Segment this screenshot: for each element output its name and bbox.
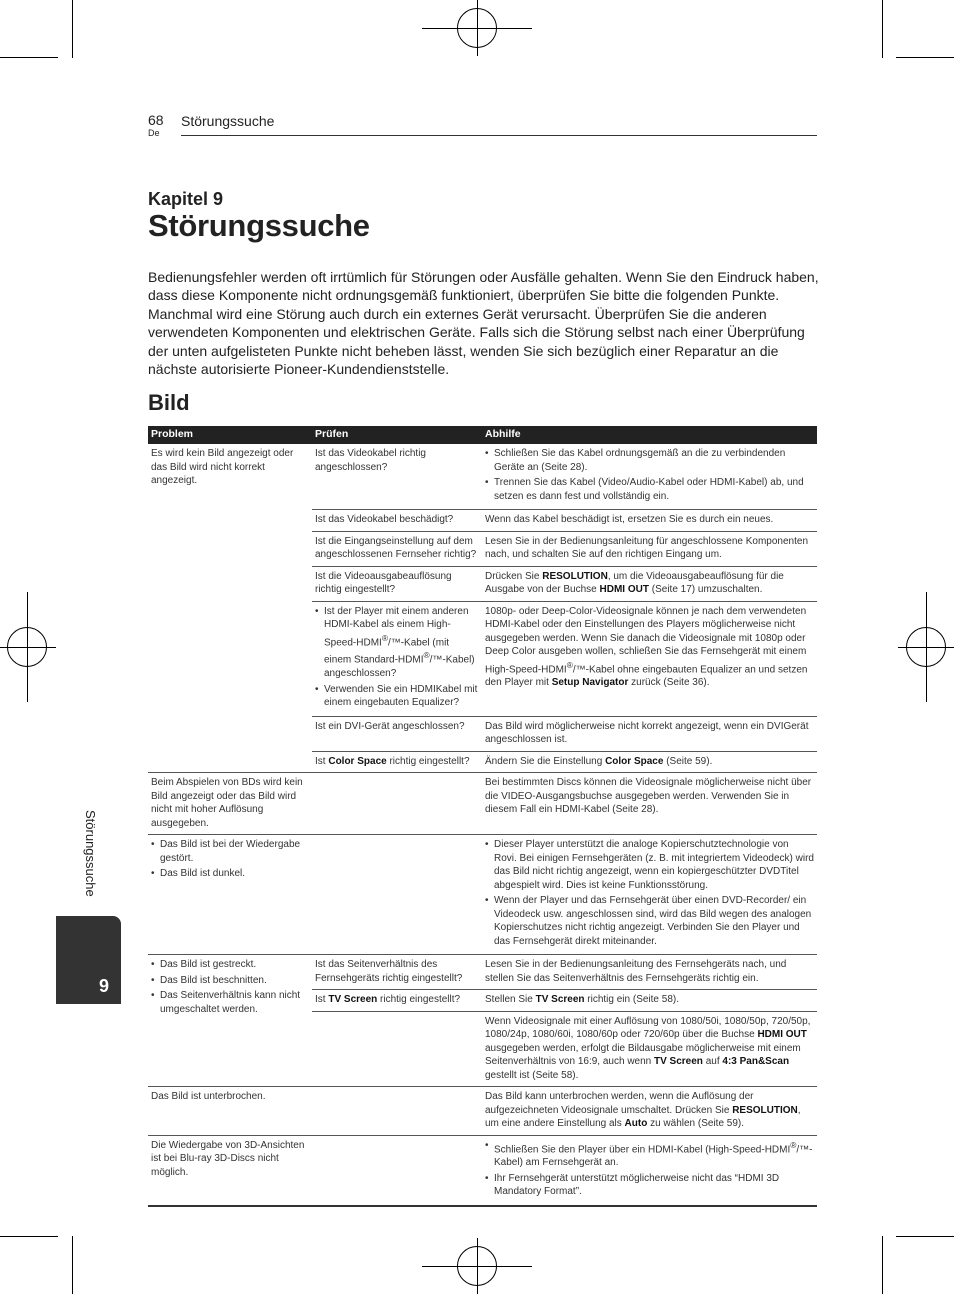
- troubleshooting-table: [148, 426, 817, 1207]
- list-item: • Ihr Fernsehgerät unterstützt möglicherweise nicht das “HDMI 3D Mandatory Format”.: [485, 1172, 814, 1199]
- setting-label: 4:3 Pan&Scan: [722, 1056, 790, 1068]
- check-cell: Ist das Seitenverhältnis des Fernsehgeräts richtig eingestellt?: [312, 955, 482, 990]
- remedy-cell: Lesen Sie in der Bedienungsanleitung des Fernsehgeräts nach, und stellen Sie das Seitenverhältnis des Fernsehgeräts richtig ein.: [482, 955, 817, 990]
- remedy-cell: 1080p- oder Deep-Color-Videosignale können je nach dem verwendeten HDMI-Kabel oder den Einstellungen des Players möglicherweise nicht ausgegeben werden. Wenn Sie danach die Videosignale mit 1080p oder Deep Color ausgeben wollen, schließen Sie das Fernsehgerät mit einem High-Speed-HDMI®/™-Kabel ohne eingebauten Equalizer an und setzen den Player mit Setup Navigator zurück (Seite 36).: [482, 601, 817, 716]
- setting-label: TV Screen: [535, 994, 585, 1006]
- remedy-cell: Bei bestimmten Discs können die Videosignale möglicherweise nicht über die VIDEO-Ausgangsbuchse ausgegeben werden. Verwenden Sie in diesem Fall ein HDMI-Kabel (Seite 28).: [482, 773, 817, 835]
- crop-mark: [896, 1236, 954, 1237]
- check-cell: Ist TV Screen richtig eingestellt?: [312, 990, 482, 1012]
- list-item: • Trennen Sie das Kabel (Video/Audio-Kabel oder HDMI-Kabel) ab, und setzen es dann fest und vollständig ein.: [485, 476, 814, 503]
- crop-mark: [72, 0, 73, 58]
- check-cell: Ist ein DVI-Gerät angeschlossen?: [312, 716, 482, 751]
- chapter-tab-number: 9: [98, 976, 109, 996]
- setting-label: TV Screen: [328, 994, 378, 1006]
- crop-mark: [0, 57, 58, 58]
- table-row: [148, 955, 817, 990]
- crop-mark: [0, 1236, 58, 1237]
- remedy-cell: Das Bild kann unterbrochen werden, wenn die Auflösung der aufgezeichneten Videosignale umschaltet. Drücken Sie RESOLUTION, um eine andere Einstellung als Auto zu wählen (Seite 59).: [482, 1087, 817, 1136]
- remedy-cell: [482, 1135, 817, 1206]
- check-cell: Ist das Videokabel beschädigt?: [312, 510, 482, 532]
- chapter-label: Kapitel 9: [148, 189, 224, 209]
- check-cell: Ist die Videoausgabeauflösung richtig eingestellt?: [312, 566, 482, 601]
- table-row: [148, 835, 817, 955]
- list-item: • Verwenden Sie ein HDMIKabel mit einem eingebauten Equalizer?: [315, 683, 479, 710]
- key-label: RESOLUTION: [732, 1104, 798, 1116]
- side-section-label: Störungssuche: [83, 810, 98, 897]
- list-item: • Das Bild ist gestreckt.: [151, 958, 309, 972]
- setting-label: TV Screen: [654, 1056, 703, 1068]
- key-label: HDMI OUT: [599, 584, 649, 595]
- check-cell: Ist Color Space richtig eingestellt?: [312, 751, 482, 773]
- table-row: [148, 1087, 817, 1136]
- setting-label: Auto: [624, 1118, 648, 1130]
- list-item: • Das Bild ist dunkel.: [151, 867, 309, 881]
- list-item: • Das Bild ist bei der Wiedergabe gestört.: [151, 838, 309, 865]
- remedy-cell: [482, 444, 817, 510]
- check-cell: Ist die Eingangseinstellung auf dem angeschlossenen Fernseher richtig?: [312, 531, 482, 566]
- problem-cell: Beim Abspielen von BDs wird kein Bild angezeigt oder das Bild wird nicht mit hoher Auflösung ausgegeben.: [148, 773, 312, 835]
- chapter-tab: [56, 916, 121, 1004]
- table-header-row: [148, 426, 817, 444]
- list-item: • Das Seitenverhältnis kann nicht umgeschaltet werden.: [151, 989, 309, 1016]
- column-header-problem: Problem: [148, 426, 312, 444]
- header-rule: [181, 135, 817, 136]
- section-title: Bild: [148, 390, 190, 415]
- check-cell: Ist das Videokabel richtig angeschlossen?: [315, 448, 426, 473]
- key-label: HDMI OUT: [757, 1029, 807, 1041]
- crop-mark: [882, 0, 883, 58]
- intro-paragraph: Bedienungsfehler werden oft irrtümlich für Störungen oder Ausfälle gehalten. Wenn Sie den Eindruck haben, dass diese Komponente nicht ordnungsgemäß funktioniert, überprüfen Sie bitte die folgenden Punkte. Manchmal wird eine Störung auch durch ein externes Gerät verursacht. Überprüfen Sie die anderen verwendeten Komponenten und elektrischen Geräte. Falls sich die Störung selbst nach einer Überprüfung der unten aufgelisteten Punkte nicht beheben lässt, wenden Sie sich bezüglich einer Reparatur an die nächste autorisierte Pioneer-Kundendienststelle.: [148, 269, 819, 378]
- problem-cell: Die Wiedergabe von 3D-Ansichten ist bei Blu-ray 3D-Discs nicht möglich.: [148, 1135, 312, 1206]
- list-item: • Wenn der Player und das Fernsehgerät über einen DVD-Recorder/ ein Videodeck usw. angeschlossen sind, wird das Bild wegen des analogen Kopierschutzes nicht richtig angezeigt. Verbinden Sie den Player und das Fernsehgerät direkt miteinander.: [485, 894, 814, 948]
- list-item: • Das Bild ist beschnitten.: [151, 974, 309, 988]
- page-title: Störungssuche: [148, 208, 370, 243]
- list-item: • Schließen Sie das Kabel ordnungsgemäß an die zu verbindenden Geräte an (Seite 28).: [485, 447, 814, 474]
- setting-label: Color Space: [605, 755, 664, 767]
- crop-mark: [896, 57, 954, 58]
- problem-cell: [148, 955, 312, 1087]
- column-header-remedy: Abhilfe: [482, 426, 817, 444]
- remedy-cell: Lesen Sie in der Bedienungsanleitung für angeschlossene Komponenten nach, und schalten Sie auf den richtigen Eingang um.: [482, 531, 817, 566]
- check-cell: [312, 835, 482, 955]
- remedy-cell: Ändern Sie die Einstellung Color Space (Seite 59).: [482, 751, 817, 773]
- key-label: RESOLUTION: [542, 570, 608, 582]
- problem-cell: [148, 835, 312, 955]
- remedy-cell: Drücken Sie RESOLUTION, um die Videoausgabeauflösung für die Ausgabe von der Buchse HDMI OUT (Seite 17) umzuschalten.: [482, 566, 817, 601]
- page-number: 68: [148, 112, 164, 128]
- crop-mark: [72, 1236, 73, 1294]
- check-cell: [312, 1135, 482, 1206]
- check-cell: [312, 1087, 482, 1136]
- check-cell: [312, 1011, 482, 1087]
- problem-cell: Das Bild ist unterbrochen.: [148, 1087, 312, 1136]
- page-language: De: [148, 128, 160, 138]
- setting-label: Color Space: [328, 755, 387, 767]
- column-header-check: Prüfen: [312, 426, 482, 444]
- list-item: • Schließen Sie den Player über ein HDMI-Kabel (High-Speed-HDMI®/™-Kabel) am Fernsehgerät an.: [485, 1139, 814, 1170]
- crop-mark: [882, 1236, 883, 1294]
- remedy-cell: Das Bild wird möglicherweise nicht korrekt angezeigt, wenn ein DVIGerät angeschlossen ist.: [482, 716, 817, 751]
- remedy-cell: Stellen Sie TV Screen richtig ein (Seite 58).: [482, 990, 817, 1012]
- key-label: Setup Navigator: [551, 677, 629, 689]
- problem-cell: Es wird kein Bild angezeigt oder das Bild wird nicht korrekt angezeigt.: [151, 448, 294, 486]
- remedy-cell: [482, 835, 817, 955]
- remedy-cell: Wenn das Kabel beschädigt ist, ersetzen Sie es durch ein neues.: [482, 510, 817, 532]
- check-cell: [312, 773, 482, 835]
- list-item: • Dieser Player unterstützt die analoge Kopierschutztechnologie von Rovi. Bei einigen Fernsehgeräten (z. B. mit integriertem Videodeck) wird das Bild nicht richtig angezeigt, wenn ein kopiergeschützter DVDTitel abgespielt wird. Dies ist keine Funktionsstörung.: [485, 838, 814, 892]
- list-item: • Ist der Player mit einem anderen HDMI-Kabel als einem High-Speed-HDMI®/™-Kabel (mit einem Standard-HDMI®/™-Kabel) angeschlossen?: [315, 605, 479, 681]
- running-title: Störungssuche: [181, 113, 275, 129]
- remedy-cell: Wenn Videosignale mit einer Auflösung von 1080/50i, 1080/50p, 720/50p, 1080/24p, 1080/60i, 1080/60p oder 720/60p über die Buchse HDMI OUT ausgegeben werden, erfolgt die Bildausgabe möglicherweise mit einem Seitenverhältnis von 16:9, auch wenn TV Screen auf 4:3 Pan&Scan gestellt ist (Seite 58).: [482, 1011, 817, 1087]
- table-row: [148, 444, 817, 510]
- table-row: [148, 1135, 817, 1206]
- table-row: [148, 773, 817, 835]
- check-cell: [312, 601, 482, 716]
